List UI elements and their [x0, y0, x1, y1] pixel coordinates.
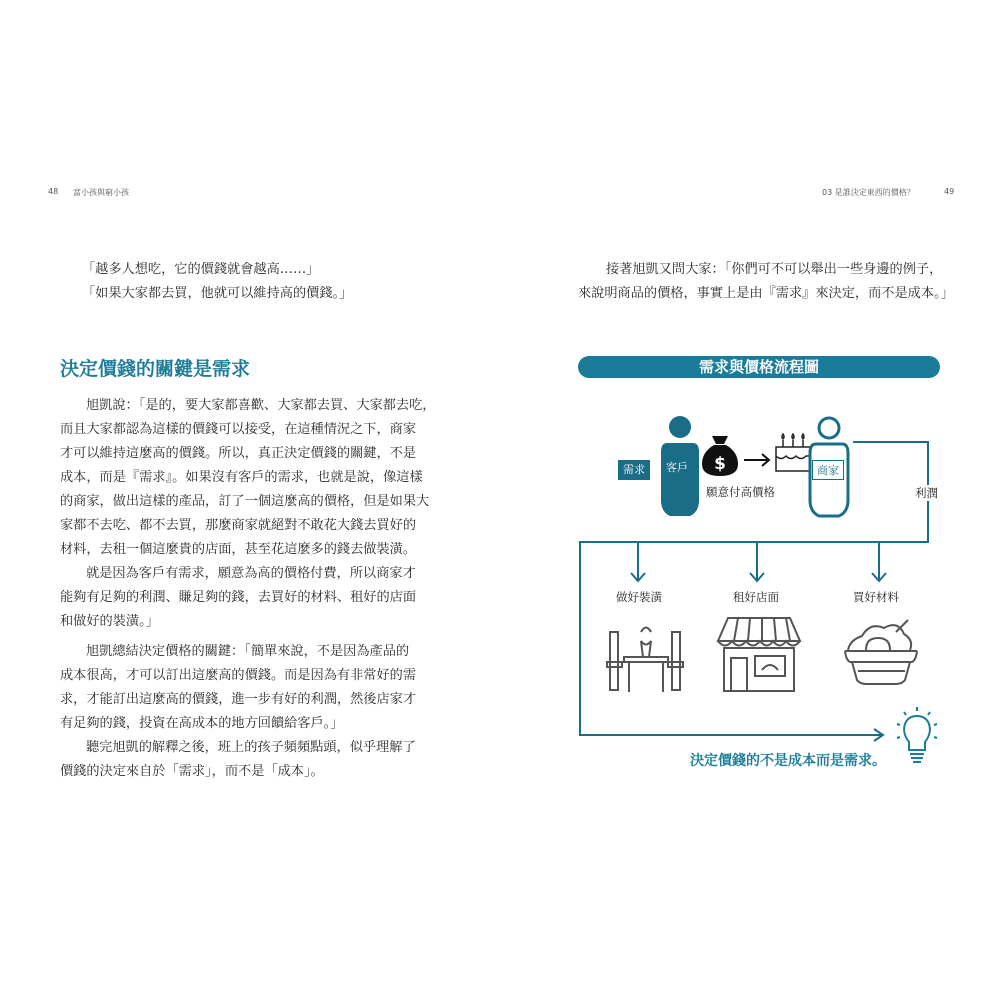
text-line: 旭凱總結決定價格的關鍵：「簡單來說，不是因為產品的: [86, 644, 410, 659]
profit-label: 利潤: [915, 486, 938, 500]
text-line: 能夠有足夠的利潤、賺足夠的錢，去買好的材料、租好的店面: [60, 590, 417, 605]
demand-tag: 需求: [618, 460, 650, 480]
branch-buy-materials: 買好材料: [853, 590, 899, 604]
cake-icon: [776, 434, 810, 471]
text-line: 家都不去吃、都不去買，那麼商家就絕對不敢花大錢去買好的: [60, 518, 417, 533]
right-chapter-title: 03 是誰決定東西的價格？: [822, 188, 915, 197]
text-line: 有足夠的錢，投資在高成本的地方回饋給客戶。」: [60, 716, 344, 731]
storefront-icon: [718, 618, 800, 691]
text-line: 來說明商品的價格，事實上是由『需求』來決定，而不是成本。」: [578, 286, 954, 301]
quote-line: 「越多人想吃，它的價錢就會越高……」: [82, 262, 320, 277]
dining-table-icon: [607, 628, 683, 693]
text-line: 就是因為客戶有需求，願意為高的價格付費，所以商家才: [86, 566, 416, 581]
conclusion-text: 決定價錢的不是成本而是需求。: [690, 753, 886, 769]
quote-line: 「如果大家都去買，他就可以維持高的價錢。」: [82, 286, 353, 301]
text-line: 價錢的決定來自於「需求」，而不是「成本」。: [60, 764, 324, 779]
text-line: 材料，去租一個這麼貴的店面，甚至花這麼多的錢去做裝潢。: [60, 542, 417, 557]
left-book-title: 富小孩與窮小孩: [73, 188, 129, 197]
text-line: 旭凱說：「是的，要大家都喜歡、大家都去買、大家都去吃，: [86, 398, 436, 413]
text-line: 而且大家都認為這樣的價錢可以接受，在這種情況之下，商家: [60, 422, 417, 437]
section-title: 決定價錢的關鍵是需求: [60, 358, 251, 380]
right-page-number: 49: [944, 187, 955, 196]
text-line: 成本，而是『需求』。如果沒有客戶的需求，也就是說，像這樣: [60, 470, 423, 485]
text-line: 和做好的裝潢。」: [60, 614, 159, 629]
diagram-title: 需求與價格流程圖: [578, 356, 940, 378]
lightbulb-icon: [897, 707, 937, 762]
text-line: 求，才能訂出這麼高的價錢，進一步有好的利潤，然後店家才: [60, 692, 417, 707]
food-basket-icon: [845, 620, 917, 684]
left-page-number: 48: [48, 187, 59, 196]
money-bag-icon: [702, 436, 738, 476]
text-line: 聽完旭凱的解釋之後，班上的孩子頻頻點頭，似乎理解了: [86, 740, 416, 755]
svg-text:$: $: [714, 454, 726, 474]
text-line: 的商家，做出這樣的產品，訂了一個這麼高的價格，但是如果大: [60, 494, 430, 509]
branch-decoration: 做好裝潢: [616, 590, 662, 604]
customer-tag: 客戶: [666, 461, 688, 474]
right-arrow-icon: [744, 454, 769, 466]
text-line: 接著旭凱又問大家：「你們可不可以舉出一些身邊的例子，: [606, 262, 943, 277]
willing-pay-label: 願意付高價格: [706, 485, 775, 499]
text-line: 才可以維持這麼高的價錢。所以，真正決定價錢的關鍵，不是: [60, 446, 417, 461]
text-line: 成本很高，才可以訂出這麼高的價錢。而是因為有非常好的需: [60, 668, 417, 683]
branch-rent-store: 租好店面: [733, 590, 779, 604]
merchant-tag: 商家: [812, 460, 844, 480]
